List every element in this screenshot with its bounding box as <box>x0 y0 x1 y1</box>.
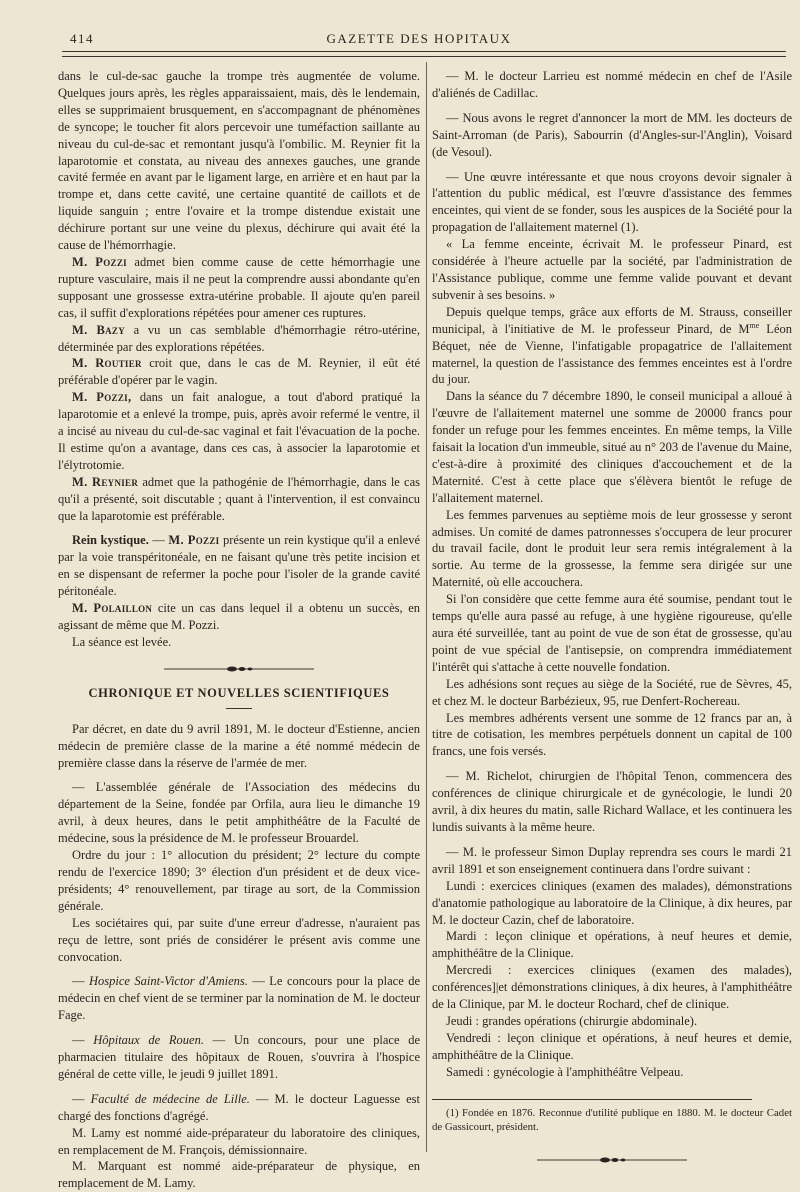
news-text: — Une œuvre intéressante et que nous croyons devoir signaler à l'attention du public médical, est l'œuvre d'assistance des femmes enceintes, qui vient de se fonder, sous les auspices de la Société pour la propagation de l'allaitement maternel ( <box>432 169 792 235</box>
news-item: Les sociétaires qui, par suite d'une erreur d'adresse, n'auraient pas reçu de lettre, sont priés de considérer le présent avis comme une convocation. <box>58 915 420 964</box>
news-item <box>58 1091 420 1125</box>
paragraph-text: admet que la pathogénie de l'hémorrhagie, dans le cas qu'il a présenté, soit discutable ; quant à l'intervention, il est convaincu que la laparotomie est préférable. <box>58 474 420 523</box>
news-item: Si l'on considère que cette femme aura été soumise, pendant tout le temps qu'elle aura passé au refuge, à une hygiène rigoureuse, qu'elle aura été surveillée, tant au point de vue de son état de grossesse, qu'au point de vue spécial de l'antisepsie, on comprendra immédiatement l'intérêt qui s'attache à cette nouvelle fondation. <box>432 592 792 674</box>
institution-name: Faculté de médecine de Lille. <box>90 1091 250 1106</box>
paragraph <box>58 532 420 600</box>
section-rule <box>226 708 252 709</box>
speaker-name: M. Reynier <box>72 474 139 489</box>
news-item: — L'assemblée générale de l'Association des médecins du département de la Seine, fondée par Orfila, aura lieu le dimanche 19 avril, à deux heures, dans le petit amphithéâtre de la Faculté de médecine, sous la présidence de M. le professeur Brouardel. <box>58 780 420 846</box>
paragraph <box>58 355 420 389</box>
column-divider <box>426 62 427 1152</box>
quotation: « La femme enceinte, écrivait M. le professeur Pinard, est considérée à l'heure actuelle par la société, par l'administration de l'Assistance publique, comme une femme valide pouvant et devant subvenir à ses besoins. » <box>432 237 792 302</box>
footnote-rule <box>432 1099 752 1100</box>
news-item: Les membres adhérents versent une somme de 12 francs par an, à titre de cotisation, les membres perpétuels donnent un capital de 100 francs, une fois versés. <box>432 710 792 759</box>
right-column <box>432 68 792 1174</box>
schedule-item: Jeudi : grandes opérations (chirurgie abdominale). <box>446 1013 698 1028</box>
news-item: Dans la séance du 7 décembre 1890, le conseil municipal a alloué à l'œuvre de l'allaitement maternel une somme de 20000 francs pour fonder un refuge pour les femmes enceintes. En même temps, la Ville faisait la location d'un immeuble, situé au n° 203 de l'avenue du Maine, c'est-à-dire à proximité des cliniques d'accouchement et de la Maternité. C'est à cette place que s'élèvera bientôt le refuge de l'allaitement maternel. <box>432 389 792 505</box>
paragraph-text: croit que, dans le cas de M. Reynier, il eût été préférable d'opérer par le vagin. <box>58 356 420 388</box>
news-text: Léon Béquet, née de Vienne, l'infatigable propagatrice de l'allaitement maternel, la question de l'assistance des femmes enceintes est à l'ordre du jour. <box>432 321 792 387</box>
news-text: — M. le docteur Laguesse est chargé des fonctions d'agrégé. <box>58 1091 421 1123</box>
schedule-item: Mardi : leçon clinique et opérations, à neuf heures et demie, amphithéâtre de la Clinique. <box>432 929 792 961</box>
paragraph <box>58 389 420 474</box>
dash: — <box>72 1033 94 1048</box>
news-item: — M. Richelot, chirurgien de l'hôpital Tenon, commencera des conférences de clinique chirurgicale et de gynécologie, le lundi 20 avril, à dix heures du matin, salle Richard Wallace, et les continuera les lundis suivants à la même heure. <box>432 769 792 834</box>
paragraph: dans le cul-de-sac gauche la trompe très augmentée de volume. Quelques jours après, les règles apparaissaient, mais, dès le lendemain, elles se supprimaient brusquement, en s'accompagnant de phénomènes de syncope; le toucher fit alors percevoir une tuméfaction saillante au niveau du cul-de-sac et remontant jusqu'à l'ombilic. M. Reynier fit la laparotomie et constata, au niveau des annexes gauches, une grande cavité fermée en avant par le ligament large, en arrière et en haut par la trompe et, dans cette cavité, une certaine quantité de caillots et de liquide sanguin ; entre l'ovaire et la trompe distendue existait une déchirure portant sur une veine du plexus, déchirure qui avait été la cause de l'hémorrhagie. <box>58 69 420 253</box>
paragraph-text: présente un rein kystique qu'il a enlevé par la voie transpéritonéale, en ne faisant qu'une très petite incision et en se dispensant de refermer la poche pour l'isoler de la grande cavité péritonéale. <box>58 533 421 599</box>
journal-title: GAZETTE DES HOPITAUX <box>326 31 512 46</box>
schedule-item: Mercredi : exercices cliniques (examen des malades), conférences]|et démonstrations cliniques, à dix heures, à l'amphithéâtre de la Clinique, par M. le docteur Rochard, chef de clinique. <box>432 963 792 1012</box>
news-item: Les femmes parvenues au septième mois de leur grossesse y seront admises. Un comité de dames patronnesses s'occupera de leur procurer du travail facile, dont le produit leur sera remis intégralement à la sortie. Au terme de la grossesse, la femme sera dirigée sur une Maternité, où elle accouchera. <box>432 507 792 590</box>
speaker-name: M. Pozzi, <box>72 390 132 405</box>
paragraph-text: dans un fait analogue, a tout d'abord pratiqué la laparotomie et a enlevé la trompe, puis, après avoir refermé le ventre, il a incisé au niveau du cul-de-sac vaginal et fait l'évacuation de la poche. Il estime qu'on a avantage, dans ces cas, à associer la laparotomie et l'élytrotomie. <box>58 390 420 472</box>
page-number: 414 <box>70 31 94 46</box>
paragraph-text: cite un cas dans lequel il a obtenu un succès, en agissant de même que M. Pozzi. <box>58 601 420 632</box>
speaker-name: M. Polaillon <box>72 601 153 616</box>
ornament-rule <box>164 665 314 673</box>
news-item: Par décret, en date du 9 avril 1891, M. le docteur d'Estienne, ancien médecin de première classe de la marine a été nommé médecin de première classe dans la réserve de l'armée de mer. <box>58 721 420 770</box>
header-rule <box>62 51 786 57</box>
news-item: — M. le professeur Simon Duplay reprendra ses cours le mardi 21 avril 1891 et son enseignement continuera dans l'ordre suivant : <box>432 844 792 876</box>
speaker-name: M. Routier <box>72 356 142 371</box>
paragraph <box>58 474 420 525</box>
footnote-ref: 1 <box>625 220 632 235</box>
schedule-item: Samedi : gynécologie à l'amphithéâtre Velpeau. <box>446 1064 684 1079</box>
paragraph-text: a vu un cas semblable d'hémorrhagie rétro-utérine, déterminée par des explorations répétées. <box>58 322 420 354</box>
left-column <box>58 68 420 1192</box>
paragraph <box>58 254 420 322</box>
news-item: Ordre du jour : 1° allocution du président; 2° lecture du compte rendu de l'exercice 1890; 3° élection d'un président et de deux vice-présidents; 4° renouvellement, par tirage au sort, de la Commission générale. <box>58 848 420 913</box>
dash: — <box>72 974 89 989</box>
news-item <box>58 1032 420 1083</box>
run-in-heading: Rein kystique. <box>72 533 149 548</box>
news-item: Les adhésions sont reçues au siège de la Société, rue de Sèvres, 45, et chez M. le docteur Barbézieux, 95, rue Denfert-Rochereau. <box>432 676 792 708</box>
news-item: — Nous avons le regret d'annoncer la mort de MM. les docteurs de Saint-Arroman (de Paris), Sabourrin (d'Angles-sur-l'Anglin), Voisard (de Vesoul). <box>432 110 792 159</box>
news-item <box>58 973 420 1024</box>
news-item <box>432 169 792 237</box>
superscript: me <box>749 320 760 330</box>
paragraph <box>58 322 420 356</box>
institution-name: Hôpitaux de Rouen. <box>93 1033 204 1048</box>
section-title: CHRONIQUE ET NOUVELLES SCIENTIFIQUES <box>88 685 390 700</box>
paragraph-text: admet bien comme cause de cette hémorrhagie une rupture vasculaire, mais il ne peut la comprendre aussi abondante qu'en supposant une grossesse extra-utérine probable. Il ajoute qu'en pareil cas, il suffit d'explorations répétées pour amener ces ruptures. <box>58 254 421 320</box>
page-header <box>58 28 780 50</box>
speaker-name: M. Pozzi <box>72 254 127 269</box>
footnote: (1) Fondée en 1876. Reconnue d'utilité publique en 1880. M. le docteur Cadet de Gassicourt, président. <box>432 1106 792 1133</box>
news-item: — M. le docteur Larrieu est nommé médecin en chef de l'Asile d'aliénés de Cadillac. <box>432 69 792 100</box>
news-text: ). <box>631 220 639 235</box>
news-item <box>432 304 792 389</box>
news-text: Depuis quelque temps, grâce aux efforts de M. Strauss, conseiller municipal, à l'initiative de M. le professeur Pinard, de M <box>432 304 792 336</box>
paragraph: La séance est levée. <box>72 634 172 649</box>
dash: — <box>72 1091 91 1106</box>
schedule-item: Vendredi : leçon clinique et opérations, à neuf heures et demie, amphithéâtre de la Clinique. <box>432 1030 792 1062</box>
speaker-name: M. Bazy <box>72 322 126 337</box>
speaker-name: M. Pozzi <box>168 533 220 548</box>
news-text: — Un concours, pour une place de pharmacien titulaire des hôpitaux de Rouen, s'ouvrira à l'hospice général de cette ville, le jeudi 9 juillet 1891. <box>58 1033 421 1081</box>
schedule-item: Lundi : exercices cliniques (examen des malades), démonstrations d'anatomie pathologique au laboratoire de la Clinique, à dix heures, par M. le docteur Cazin, chef de laboratoire. <box>432 878 792 927</box>
news-item: M. Marquant est nommé aide-préparateur de physique, en remplacement de M. Lamy. <box>58 1159 420 1191</box>
news-item: M. Lamy est nommé aide-préparateur du laboratoire des cliniques, en remplacement de M. François, démissionnaire. <box>58 1125 420 1157</box>
paragraph <box>58 600 420 634</box>
institution-name: Hospice Saint-Victor d'Amiens. <box>88 974 248 989</box>
news-text: — Le concours pour la place de médecin en chef vient de se terminer par la nomination de M. le docteur Fage. <box>58 974 421 1023</box>
ornament-rule <box>537 1156 687 1164</box>
dash: — <box>148 533 169 548</box>
